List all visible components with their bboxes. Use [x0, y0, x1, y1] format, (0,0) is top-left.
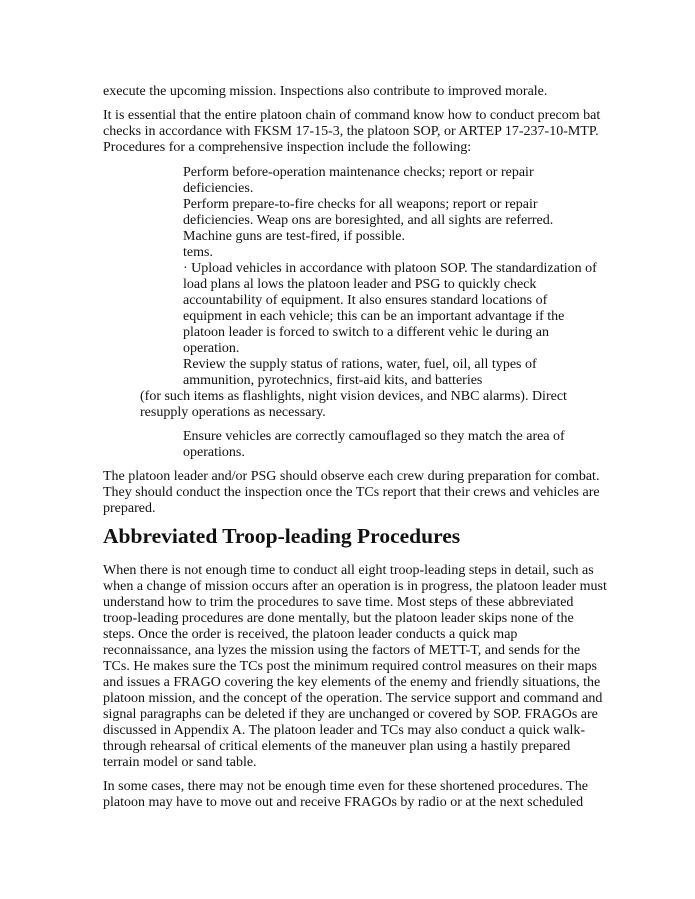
- text-line: discussed in Appendix A. The platoon leader and TCs may also conduct a quick walk-: [103, 723, 585, 738]
- text-line: reconnaissance, ana lyzes the mission using the factors of METT-T, and sends for the: [103, 643, 581, 658]
- list-item-upload-vehicles: [183, 261, 597, 357]
- text-line: (for such items as flashlights, night vision devices, and NBC alarms). Direct: [140, 389, 567, 404]
- text-line: TCs. He makes sure the TCs post the minimum required control measures on their maps: [103, 659, 597, 674]
- text-line: It is essential that the entire platoon chain of command know how to conduct precom bat: [103, 108, 601, 123]
- text-line: platoon may have to move out and receive FRAGOs by radio or at the next scheduled: [103, 795, 584, 810]
- text-line: When there is not enough time to conduct all eight troop-leading steps in detail, such as: [103, 563, 594, 578]
- paragraph-observe-crew: [103, 469, 600, 517]
- paragraph-shortened-procedures: [103, 779, 588, 811]
- list-item-maintenance: [183, 165, 534, 197]
- text-line: and issues a FRAGO covering the key elements of the enemy and friendly situations, the: [103, 675, 601, 690]
- text-line: through rehearsal of critical elements of the maneuver plan using a hastily prepared: [103, 739, 571, 754]
- text-line: accountability of equipment. It also ensures standard locations of: [183, 293, 548, 308]
- text-line: Machine guns are test-fired, if possible.: [183, 229, 405, 244]
- text-line: Perform prepare-to-fire checks for all weapons; report or repair: [183, 197, 538, 212]
- text-line: tems.: [183, 245, 213, 260]
- text-line: operation.: [183, 341, 240, 356]
- text-line: deficiencies. Weap ons are boresighted, and all sights are referred.: [183, 213, 554, 228]
- text-line: platoon leader is forced to switch to a different vehic le during an: [183, 325, 549, 340]
- text-line: Perform before-operation maintenance checks; report or repair: [183, 165, 534, 180]
- text-line: platoon mission, and the concept of the operation. The service support and command and: [103, 691, 603, 706]
- list-item-prepare-to-fire: [183, 197, 553, 245]
- text-line: when a change of mission occurs after an operation is in progress, the platoon leader must: [103, 579, 607, 594]
- text-line: · Upload vehicles in accordance with platoon SOP. The standardization of: [183, 261, 597, 276]
- text-line: operations.: [183, 445, 245, 460]
- text-line: resupply operations as necessary.: [140, 405, 326, 420]
- text-line: They should conduct the inspection once the TCs report that their crews and vehicles are: [103, 485, 600, 500]
- text-line: deficiencies.: [183, 181, 254, 196]
- text-line: load plans al lows the platoon leader and PSG to quickly check: [183, 277, 537, 292]
- text-line: Review the supply status of rations, water, fuel, oil, all types of: [183, 357, 537, 372]
- text-line: steps. Once the order is received, the platoon leader conducts a quick map: [103, 627, 518, 642]
- text-line: checks in accordance with FKSM 17-15-3, the platoon SOP, or ARTEP 17-237-10-MTP.: [103, 124, 599, 139]
- paragraph-morale: [103, 84, 547, 100]
- text-line: The platoon leader and/or PSG should observe each crew during preparation for combat.: [103, 469, 600, 484]
- list-item-supply-status: [183, 357, 537, 389]
- list-item-fragment: [183, 245, 213, 261]
- text-line: understand how to trim the procedures to save time. Most steps of these abbreviated: [103, 595, 574, 610]
- text-line: execute the upcoming mission. Inspections also contribute to improved morale.: [103, 84, 548, 99]
- text-line: ammunition, pyrotechnics, first-aid kits, and batteries: [183, 373, 483, 388]
- paragraph-precombat-checks: [103, 108, 600, 156]
- text-line: Ensure vehicles are correctly camouflaged so they match the area of: [183, 429, 565, 444]
- text-line: prepared.: [103, 501, 156, 516]
- paragraph-abbreviated-procedures: [103, 563, 607, 771]
- text-line: Procedures for a comprehensive inspection include the following:: [103, 140, 472, 155]
- list-item-supply-status-continued: [140, 389, 567, 421]
- text-line: terrain model or sand table.: [103, 755, 257, 770]
- section-heading: Abbreviated Troop-leading Procedures: [103, 524, 461, 548]
- text-line: signal paragraphs can be deleted if they are unchanged or covered by SOP. FRAGOs are: [103, 707, 598, 722]
- text-line: troop-leading procedures are done mentally, but the platoon leader skips none of the: [103, 611, 574, 626]
- list-item-camouflage: [183, 429, 565, 461]
- text-line: equipment in each vehicle; this can be an important advantage if the: [183, 309, 565, 324]
- text-line: In some cases, there may not be enough time even for these shortened procedures. The: [103, 779, 588, 794]
